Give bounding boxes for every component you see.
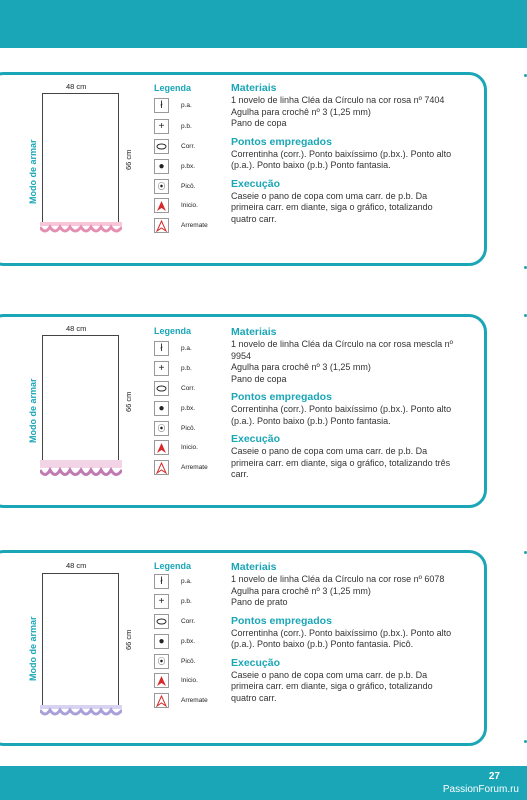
stitches-text: Correntinha (corr.). Ponto baixíssimo (p.bx.). Ponto alto (p.a.). Ponto baixo (p.b.) Ponto fantasia. — [231, 404, 452, 426]
legend-row — [154, 198, 224, 216]
start-arrow-symbol-icon — [154, 198, 169, 213]
slip-stitch-symbol-icon: ● — [154, 634, 169, 649]
finish-arrow-symbol-icon — [154, 460, 169, 475]
legend-label: Inicio. — [181, 677, 198, 684]
legend-label: p.a. — [181, 102, 192, 109]
materials-title: Materiais — [231, 82, 277, 94]
materials-item: Pano de copa — [231, 373, 287, 384]
materials-item: Pano de copa — [231, 118, 287, 128]
legend-label: p.bx. — [181, 405, 196, 412]
single-crochet-symbol-icon: + — [154, 119, 169, 134]
assembly-label: Modo de armar — [28, 616, 38, 681]
top-header-band — [0, 0, 527, 48]
width-dimension-label: 48 cm — [66, 561, 87, 570]
assembly-label: Modo de armar — [28, 139, 38, 204]
legend-label: p.a. — [181, 345, 192, 352]
height-dimension-label: 66 cm — [124, 629, 133, 650]
legend-row — [154, 574, 224, 592]
legend-label: Picô. — [181, 658, 196, 665]
legend-label: Arremate — [181, 464, 208, 471]
dish-towel-diagram — [42, 573, 119, 707]
legend-row — [154, 119, 224, 137]
legend-label: p.b. — [181, 123, 192, 130]
legend-label: Picô. — [181, 183, 196, 190]
materials-title: Materiais — [231, 326, 277, 338]
dish-towel-diagram — [42, 335, 119, 463]
picot-symbol-icon: ⦿ — [154, 654, 169, 669]
crochet-edging-mauve — [40, 460, 122, 480]
legend-label: p.b. — [181, 598, 192, 605]
legend-row — [154, 594, 224, 612]
legend-row — [154, 634, 224, 652]
legend-label: p.bx. — [181, 638, 196, 645]
double-crochet-symbol-icon: ł — [154, 574, 169, 589]
stitches-text: Correntinha (corr.). Ponto baixíssimo (p.bx.). Ponto alto (p.a.). Ponto baixo (p.b.) Ponto fantasia. — [231, 148, 452, 170]
legend-label: Corr. — [181, 618, 196, 625]
page-number: 27 — [488, 771, 500, 782]
legend-row — [154, 361, 224, 379]
legend-row — [154, 381, 224, 399]
legend-label: p.b. — [181, 365, 192, 372]
dish-towel-diagram — [42, 93, 119, 225]
legend-label: Inicio. — [181, 202, 198, 209]
legend-row — [154, 401, 224, 419]
project-3-text — [231, 561, 456, 704]
legend-row — [154, 421, 224, 439]
width-dimension-label: 48 cm — [66, 324, 87, 333]
execution-title: Execução — [231, 177, 281, 190]
legend-label: Arremate — [181, 222, 208, 229]
legend-row — [154, 179, 224, 197]
legend-label: Arremate — [181, 697, 208, 704]
chain-symbol-icon — [154, 139, 169, 154]
legend-row — [154, 654, 224, 672]
picot-symbol-icon: ⦿ — [154, 179, 169, 194]
legend-label: Inicio. — [181, 444, 198, 451]
legend-title: Legenda — [154, 83, 192, 93]
materials-item: Pano de prato — [231, 597, 288, 607]
materials-item: 1 novelo de linha Cléa da Círculo na cor rosa nº 7404 — [231, 95, 445, 105]
legend-row — [154, 673, 224, 691]
legend-label: p.bx. — [181, 163, 196, 170]
execution-title: Execução — [231, 433, 281, 445]
legend-row — [154, 440, 224, 458]
chain-symbol-icon — [154, 614, 169, 629]
execution-text: Caseie o pano de copa com uma carr. de p.b. Da primeira carr. em diante, siga o gráfico, totalizando quatro carr. — [231, 669, 433, 703]
legend-row — [154, 341, 224, 359]
stitches-title: Pontos empregados — [231, 614, 332, 627]
legend-label: Corr. — [181, 385, 196, 392]
execution-title: Execução — [231, 656, 281, 669]
project-2-text — [231, 326, 456, 481]
chain-symbol-icon — [154, 381, 169, 396]
materials-title: Materiais — [231, 561, 277, 573]
legend-row — [154, 139, 224, 157]
materials-item: Agulha para crochê nº 3 (1,25 mm) — [231, 585, 371, 596]
single-crochet-symbol-icon: + — [154, 361, 169, 376]
materials-item: Agulha para crochê nº 3 (1,25 mm) — [231, 106, 371, 117]
double-crochet-symbol-icon: ł — [154, 341, 169, 356]
stitches-title: Pontos empregados — [231, 391, 332, 403]
legend-row — [154, 98, 224, 116]
execution-text: Caseie o pano de copa com uma carr. de p.b. Da primeira carr. em diante, siga o gráfico, totalizando três carr. — [231, 446, 451, 479]
finish-arrow-symbol-icon — [154, 693, 169, 708]
materials-item: 1 novelo de linha Cléa da Círculo na cor rosa mescla nº 9954 — [231, 339, 453, 361]
legend-title: Legenda — [154, 326, 192, 336]
stitches-title: Pontos empregados — [231, 135, 332, 148]
legend-label: p.a. — [181, 578, 192, 585]
legend-row — [154, 614, 224, 632]
project-1-text — [231, 82, 456, 225]
double-crochet-symbol-icon: ł — [154, 98, 169, 113]
single-crochet-symbol-icon: + — [154, 594, 169, 609]
legend-row — [154, 460, 224, 478]
legend-row — [154, 693, 224, 711]
assembly-label: Modo de armar — [28, 378, 38, 443]
height-dimension-label: 66 cm — [124, 149, 133, 170]
materials-item: 1 novelo de linha Cléa da Círculo na cor rose nº 6078 — [231, 574, 445, 584]
crochet-edging-pink — [40, 222, 122, 236]
legend-row — [154, 218, 224, 236]
materials-item: Agulha para crochê nº 3 (1,25 mm) — [231, 362, 371, 372]
height-dimension-label: 66 cm — [124, 391, 133, 412]
start-arrow-symbol-icon — [154, 440, 169, 455]
crochet-edging-lavender — [40, 705, 122, 719]
width-dimension-label: 48 cm — [66, 82, 87, 91]
stitches-text: Correntinha (corr.). Ponto baixíssimo (p.bx.). Ponto alto (p.a.). Ponto baixo (p.b.) Ponto fantasia. Picô. — [231, 627, 452, 649]
finish-arrow-symbol-icon — [154, 218, 169, 233]
slip-stitch-symbol-icon: ● — [154, 159, 169, 174]
watermark: PassionForum.ru — [442, 784, 519, 795]
start-arrow-symbol-icon — [154, 673, 169, 688]
legend-label: Corr. — [181, 143, 196, 150]
legend-title: Legenda — [154, 561, 192, 571]
legend-label: Picô. — [181, 425, 196, 432]
picot-symbol-icon: ⦿ — [154, 421, 169, 436]
execution-text: Caseie o pano de copa com uma carr. de p.b. Da primeira carr. em diante, siga o gráfico, totalizando quatro carr. — [231, 190, 433, 224]
slip-stitch-symbol-icon: ● — [154, 401, 169, 416]
legend-row — [154, 159, 224, 177]
